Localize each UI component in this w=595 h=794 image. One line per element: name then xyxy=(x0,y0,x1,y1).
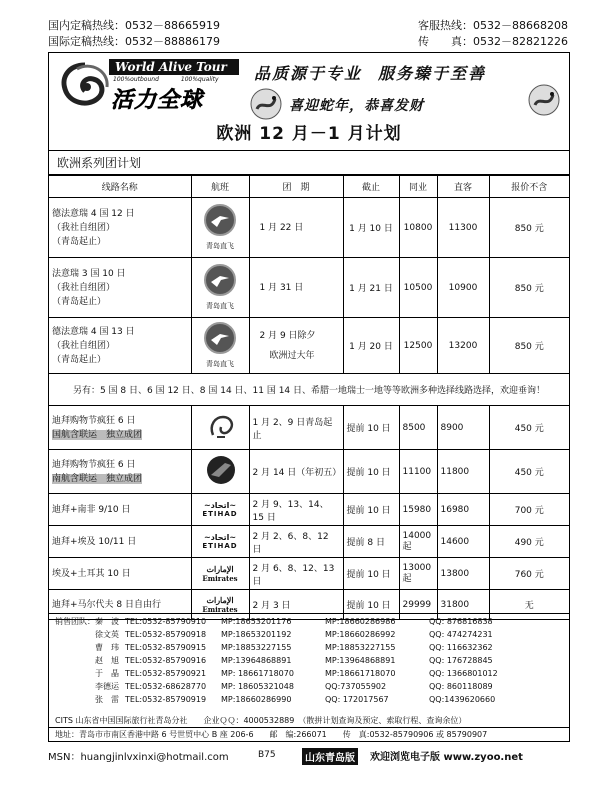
china-southern-icon xyxy=(195,455,247,485)
brand-english: World Alive Tour xyxy=(109,59,239,75)
table-row: 迪拜购物节疯狂 6 日 国航含联运 独立成团 1 月 2、9 日青岛起止 提前 10 日 8500 8900 450 元 xyxy=(49,406,569,450)
paper-name: 山东青岛版 xyxy=(302,748,358,765)
brand-logo xyxy=(57,57,237,115)
list-item: 李德运 TEL:0532-68628770 MP: 18605321048 QQ:737055902 QQ: 860118089 xyxy=(95,682,493,691)
date-cell: 2 月 9 日除夕 欧洲过大年 xyxy=(249,318,343,374)
date-cell: 1 月 31 日 xyxy=(249,258,343,318)
list-item: 销售团队：秦 波 TEL:0532-85790910 MP:18653201176 MP:18660286986 QQ: 876816838 xyxy=(55,617,493,626)
extra-routes-note: 另有：5 国 8 日、6 国 12 日、8 国 14 日、11 国 14 日、希腊一地瑞士一地等等欧洲多种选择线路选择，欢迎垂询！ xyxy=(49,374,569,406)
list-item: 曹 玮 TEL:0532-85790915 MP:18853227155 MP:18853227155 QQ: 116632362 xyxy=(95,643,493,652)
slogan: 品质源于专业 服务臻于至善 xyxy=(254,64,487,83)
table-row: 德法意瑞 4 国 13 日 （我社自组团） （青岛起止） 青岛直飞 2 月 9 日除夕 欧洲过大年 1 月 20 日 12500 13200 850 元 xyxy=(49,318,569,374)
contact-hotlines xyxy=(48,18,568,50)
list-item: 张 雷 TEL:0532-85790919 MP:18660286990 QQ: 172017567 QQ:1439620660 xyxy=(95,695,496,704)
route-cell: 迪拜+马尔代夫 8 日自由行 xyxy=(49,590,191,620)
sales-team xyxy=(49,613,569,709)
route-cell: 迪拜购物节疯狂 6 日 国航含联运 独立成团 xyxy=(49,406,191,450)
domestic-hotline: 国内定稿热线：0532－88665919 xyxy=(48,19,220,32)
flight-cell xyxy=(191,526,249,558)
route-cell: 德法意瑞 4 国 13 日 （我社自组团） （青岛起止） xyxy=(49,318,191,374)
table-row: 迪拜+埃及 10/11 日 ~اتحاد~ ETIHAD 2 月 2、6、8、12 日 提前 8 日 14000 起 14600 490 元 xyxy=(49,526,569,558)
route-cell: 德法意瑞 4 国 12 日 （我社自组团） （青岛起止） xyxy=(49,198,191,258)
header-direct: 直客 xyxy=(437,176,489,198)
ad-frame xyxy=(48,52,570,742)
flight-cell: 青岛直飞 xyxy=(191,258,249,318)
company-info: CITS 山东省中国国际旅行社青岛分社 企业ＱＱ：4000532889 （散拼计划查询及预定、索取行程、查询余位） xyxy=(55,716,467,725)
route-cell: 埃及+土耳其 10 日 xyxy=(49,558,191,590)
snake-mascot-icon xyxy=(527,83,561,117)
etihad-icon: ~اتحاد~ ETIHAD xyxy=(202,533,238,550)
route-cell: 迪拜购物节疯狂 6 日 南航含联运 独立成团 xyxy=(49,450,191,494)
table-row: 迪拜+马尔代夫 8 日自由行 الإمارات Emirates 2 月 3 日 提前 10 日 29999 31800 无 xyxy=(49,590,569,620)
service-hotline: 客服热线：0532－88668208 xyxy=(418,19,568,32)
international-hotline: 国际定稿热线：0532－88886179 xyxy=(48,35,220,48)
table-row: 法意瑞 3 国 10 日 （我社自组团） （青岛起止） 青岛直飞 1 月 31 日 1 月 21 日 10500 10900 850 元 xyxy=(49,258,569,318)
tour-plan-table xyxy=(49,175,569,620)
section-title: 欧洲系列团计划 xyxy=(49,151,569,175)
snake-mascot-icon xyxy=(249,87,283,121)
etihad-icon: ~اتحاد~ ETIHAD xyxy=(202,501,238,518)
brand-tagline: 100%outbound 100%quality xyxy=(113,76,219,83)
company-address: 地址：青岛市市南区香港中路 6 号世贸中心 B 座 206-6 邮 编:266071 传 真:0532-85790906 或 85790907 xyxy=(49,727,569,742)
flight-cell xyxy=(191,558,249,590)
page-number: B75 xyxy=(258,750,276,760)
header-flight: 航班 xyxy=(191,176,249,198)
list-item: 徐文英 TEL:0532-85790918 MP:18653201192 MP:18660286992 QQ: 474274231 xyxy=(95,630,493,639)
flight-cell xyxy=(191,450,249,494)
list-item: 赵 旭 TEL:0532-85790916 MP:13964868891 MP:13964868891 QQ: 176728845 xyxy=(95,656,493,665)
brand-chinese: 活力全球 xyxy=(111,88,204,113)
flight-cell xyxy=(191,494,249,526)
swirl-logo-icon xyxy=(57,59,113,111)
list-item: 于 晶 TEL:0532-85790921 MP: 18661718070 MP:18661718070 QQ: 1366801012 xyxy=(95,669,498,678)
table-row: 迪拜+南非 9/10 日 ~اتحاد~ ETIHAD 2 月 9、13、14、15 日 提前 10 日 15980 16980 700 元 xyxy=(49,494,569,526)
table-row: 迪拜购物节疯狂 6 日 南航含联运 独立成团 2 月 14 日（年初五） 提前 10 日 11100 11800 450 元 xyxy=(49,450,569,494)
banner xyxy=(49,53,569,151)
header-route: 线路名称 xyxy=(49,176,191,198)
date-cell: 1 月 22 日 xyxy=(249,198,343,258)
header-excl: 报价不含 xyxy=(489,176,569,198)
visit-website: 欢迎浏览电子版 www.zyoo.net xyxy=(370,752,523,763)
header-trade: 同业 xyxy=(399,176,437,198)
page-title: 欧洲 12 月－1 月计划 xyxy=(216,124,402,144)
flight-cell: 青岛直飞 xyxy=(191,198,249,258)
table-row: 埃及+土耳其 10 日 الإمارات Emirates 2 月 6、8、12、13 日 提前 10 日 13000 起 13800 760 元 xyxy=(49,558,569,590)
route-cell: 法意瑞 3 国 10 日 （我社自组团） （青岛起止） xyxy=(49,258,191,318)
flight-cell: 青岛直飞 xyxy=(191,318,249,374)
emirates-icon: الإمارات Emirates xyxy=(202,595,238,614)
route-cell: 迪拜+南非 9/10 日 xyxy=(49,494,191,526)
msn-contact: MSN：huangjinlvxinxi@hotmail.com xyxy=(48,752,229,763)
table-header xyxy=(49,176,569,198)
lufthansa-crane-icon xyxy=(204,322,236,354)
header-deadline: 截止 xyxy=(343,176,399,198)
new-year-greeting: 喜迎蛇年，恭喜发财 xyxy=(289,98,424,114)
route-cell: 迪拜+埃及 10/11 日 xyxy=(49,526,191,558)
fax-number: 传 真：0532－82821226 xyxy=(418,35,568,48)
header-dates: 团 期 xyxy=(249,176,343,198)
lufthansa-crane-icon xyxy=(204,204,236,236)
flight-cell xyxy=(191,406,249,450)
lufthansa-crane-icon xyxy=(204,264,236,296)
air-china-icon xyxy=(195,411,247,441)
table-row: 德法意瑞 4 国 12 日 （我社自组团） （青岛起止） 青岛直飞 1 月 22 日 1 月 10 日 10800 11300 850 元 xyxy=(49,198,569,258)
emirates-icon: الإمارات Emirates xyxy=(202,564,238,583)
